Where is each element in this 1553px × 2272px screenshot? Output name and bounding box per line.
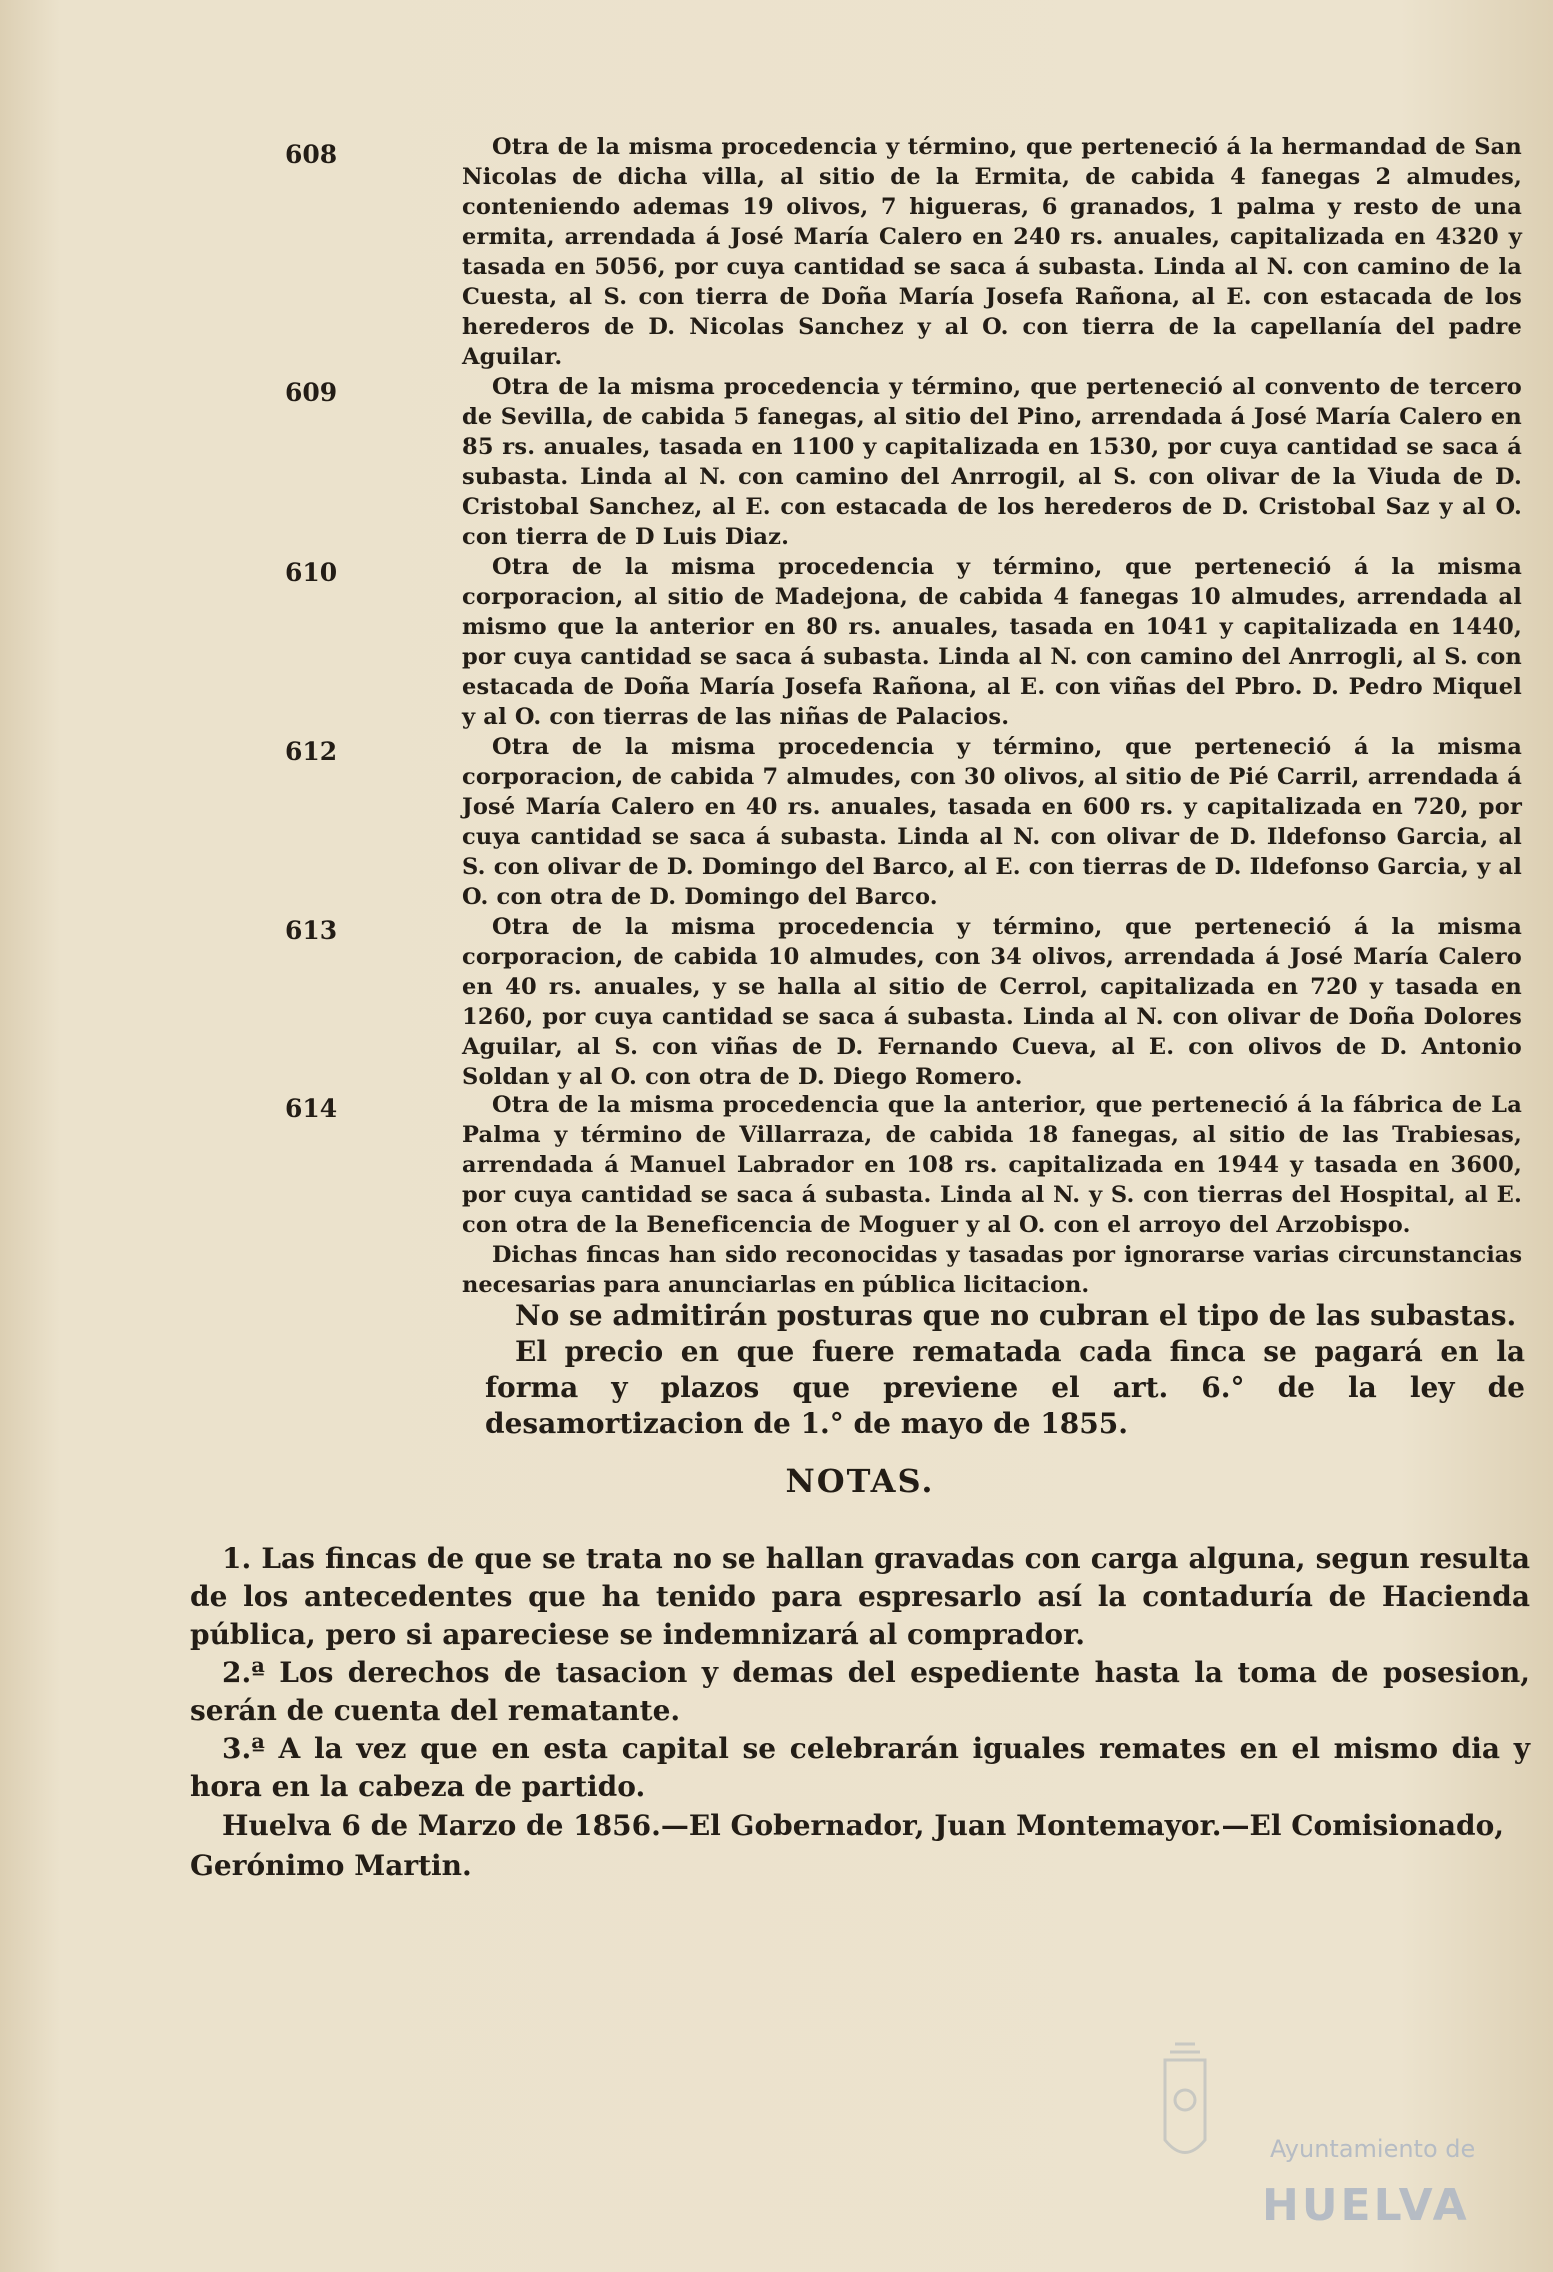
entry-text: Otra de la misma procedencia y término, que perteneció á la misma corporacion, de cabida 7 almudes, con 30 olivos, al sitio de Pié Carril, arrendada á José María Calero en 40 rs. anuales, tasada en 600 rs. y capitalizada en 720, por cuya cantidad se saca á subasta. Linda al N. con olivar de D. Ildefonso Garcia, al S. con olivar de D. Domingo del Barco, al E. con tierras de D. Ildefonso Garcia, y al O. con otra de D. Domingo del Barco. — [462, 734, 1522, 910]
entry-number: 614 — [285, 1094, 338, 1123]
condition-text: No se admitirán posturas que no cubran el tipo de las subastas. — [515, 1299, 1517, 1332]
note-text: 3.ª A la vez que en esta capital se celebrarán iguales remates en el mismo dia y hora en la cabeza de partido. — [190, 1732, 1530, 1803]
watermark-line1: Ayuntamiento de — [1270, 2135, 1476, 2163]
entry-number: 613 — [285, 916, 338, 945]
entry-text: Otra de la misma procedencia y término, que perteneció á la hermandad de San Nicolas de dicha villa, al sitio de la Ermita, de cabida 4 fanegas 2 almudes, conteniendo ademas 19 olivos, 7 higueras, 6 granados, 1 palma y resto de una ermita, arrendada á José María Calero en 240 rs. anuales, capitalizada en 4320 y tasada en 5056, por cuya cantidad se saca á subasta. Linda al N. con camino de la Cuesta, al S. con tierra de Doña María Josefa Rañona, al E. con estacada de los herederos de D. Nicolas Sanchez y al O. con tierra de la capellanía del padre Aguilar. — [462, 134, 1522, 370]
notes-heading: NOTAS. — [785, 1462, 935, 1500]
entry-text: Otra de la misma procedencia y término, que perteneció á la misma corporacion, de cabida 10 almudes, con 34 olivos, arrendada á José María Calero en 40 rs. anuales, y se halla al sitio de Cerrol, capitalizada en 720 y tasada en 1260, por cuya cantidad se saca á subasta. Linda al N. con olivar de Doña Dolores Aguilar, al S. con viñas de D. Fernando Cueva, al E. con olivos de D. Antonio Soldan y al O. con otra de D. Diego Romero. — [462, 914, 1522, 1090]
condition-text: El precio en que fuere rematada cada finca se pagará en la forma y plazos que previene el art. 6.° de la ley de desamortizacion de 1.° de mayo de 1855. — [485, 1335, 1525, 1440]
entry-text: Otra de la misma procedencia que la anterior, que perteneció á la fábrica de La Palma y término de Villarraza, de cabida 18 fanegas, al sitio de las Trabiesas, arrendada á Manuel Labrador en 108 rs. capitalizada en 1944 y tasada en 3600, por cuya cantidad se saca á subasta. Linda al N. y S. con tierras del Hospital, al E. con otra de la Beneficencia de Moguer y al O. con el arroyo del Arzobispo. — [462, 1092, 1522, 1238]
entry-text: Otra de la misma procedencia y término, que perteneció á la misma corporacion, al sitio de Madejona, de cabida 4 fanegas 10 almudes, arrendada al mismo que la anterior en 80 rs. anuales, tasada en 1041 y capitalizada en 1440, por cuya cantidad se saca á subasta. Linda al N. con camino del Anrrogli, al S. con estacada de Doña María Josefa Rañona, al E. con viñas del Pbro. D. Pedro Miquel y al O. con tierras de las niñas de Palacios. — [462, 554, 1522, 730]
note-text: 2.ª Los derechos de tasacion y demas del espediente hasta la toma de posesion, serán de cuenta del rematante. — [190, 1656, 1530, 1727]
entry-number: 610 — [285, 558, 338, 587]
note-text: 1. Las fincas de que se trata no se hallan gravadas con carga alguna, segun resulta de los antecedentes que ha tenido para espresarlo así la contaduría de Hacienda pública, pero si apareciese se indemnizará al comprador. — [190, 1542, 1530, 1651]
watermark-line2: HUELVA — [1262, 2180, 1470, 2231]
closing-text: Dichas fincas han sido reconocidas y tasadas por ignorarse varias circunstancias necesarias para anunciarlas en pública licitacion. — [462, 1242, 1522, 1298]
entry-number: 609 — [285, 378, 338, 407]
entry-number: 612 — [285, 737, 338, 766]
entry-text: Otra de la misma procedencia y término, que perteneció al convento de tercero de Sevilla, de cabida 5 fanegas, al sitio del Pino, arrendada á José María Calero en 85 rs. anuales, tasada en 1100 y capitalizada en 1530, por cuya cantidad se saca á subasta. Linda al N. con camino del Anrrogil, al S. con olivar de la Viuda de D. Cristobal Sanchez, al E. con estacada de los herederos de D. Cristobal Saz y al O. con tierra de D Luis Diaz. — [462, 374, 1522, 550]
entry-number: 608 — [285, 140, 338, 169]
signature-line: Huelva 6 de Marzo de 1856.—El Gobernador, Juan Montemayor.—El Comisionado, Gerónimo Martin. — [190, 1809, 1505, 1882]
